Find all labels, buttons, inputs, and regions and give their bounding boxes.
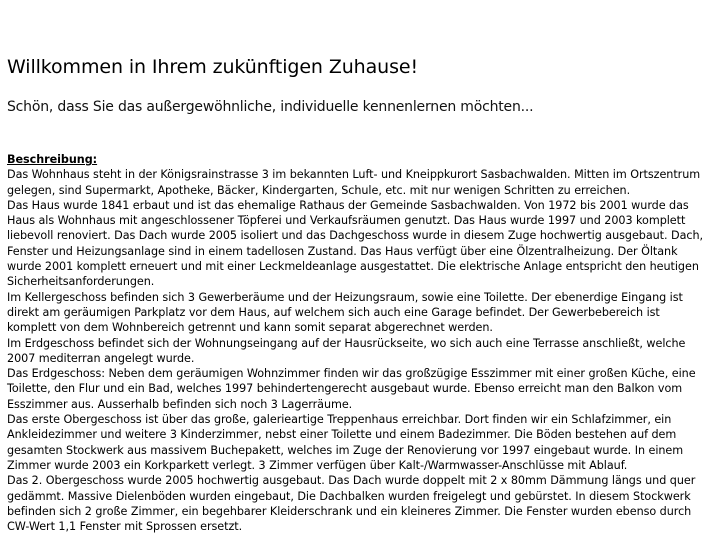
page-title: Willkommen in Ihrem zukünftigen Zuhause! <box>7 56 419 78</box>
description-line: befinden sich 2 große Zimmer, ein begehbarer Kleiderschrank und ein kleineres Zimmer. Die Fenster wurden ebenso durch <box>7 504 692 518</box>
page-subtitle: Schön, dass Sie das außergewöhnliche, individuelle kennenlernen möchten... <box>7 99 534 115</box>
description-line: liebevoll renoviert. Das Dach wurde 2005 isoliert und das Dachgeschoss wurde in diesem Zuge hochwertig ausgebaut. Dach, <box>7 229 704 243</box>
description-label: Beschreibung: <box>7 153 98 166</box>
description-line: Esszimmer aus. Ausserhalb befinden sich noch 3 Lagerräume. <box>7 397 353 411</box>
description-line: Sicherheitsanforderungen. <box>7 275 155 289</box>
description-line: Das Wohnhaus steht in der Königsrainstrasse 3 im bekannten Luft- und Kneippkurort Sasbachwalden. Mitten im Ortszentrum <box>7 168 701 182</box>
description-line: 2007 mediterran angelegt wurde. <box>7 351 195 365</box>
description-line: Das Erdgeschoss: Neben dem geräumigen Wohnzimmer finden wir das großzügige Esszimmer mit einer großen Küche, eine <box>7 367 696 381</box>
description-line: Toilette, den Flur und ein Bad, welches 1997 behindertengerecht ausgebaut wurde. Ebenso erreicht man den Balkon vom <box>7 382 683 396</box>
description-line: Im Kellergeschoss befinden sich 3 Gewerberäume und der Heizungsraum, sowie eine Toilette. Der ebenerdige Eingang ist <box>7 290 683 304</box>
description-line: Im Erdgeschoss befindet sich der Wohnungseingang auf der Hausrückseite, wo sich auch eine Terrasse anschließt, welche <box>7 336 686 350</box>
description-line: direkt am geräumigen Parkplatz vor dem Haus, auf welchem sich auch eine Garage befindet. Der Gewerbebereich ist <box>7 305 660 319</box>
description-line: gesamten Stockwerk aus massivem Buchepakett, welches im Zuge der Renovierung vor 1997 eingebaut wurde. In einem <box>7 443 684 457</box>
description-section <box>7 152 723 534</box>
description-line: Haus als Wohnhaus mit angeschlossener Töpferei und Verkaufsräumen genutzt. Das Haus wurde 1997 und 2003 komplett <box>7 214 686 228</box>
description-line: Zimmer wurde 2003 ein Korkparkett verlegt. 3 Zimmer verfügen über Kalt-/Warmwasser-Anschlüsse mit Ablauf. <box>7 458 628 472</box>
description-line: komplett von dem Wohnbereich getrennt und kann somit separat abgerechnet werden. <box>7 321 493 335</box>
description-line: Das 2. Obergeschoss wurde 2005 hochwertig ausgebaut. Das Dach wurde doppelt mit 2 x 80mm Dämmung längs und quer <box>7 474 696 488</box>
description-line: wurde 2001 komplett erneuert und mit einer Leckmeldeanlage ausgestattet. Die elektrische Anlage entspricht den heutigen <box>7 260 699 274</box>
description-line: Das erste Obergeschoss ist über das große, galerieartige Treppenhaus erreichbar. Dort finden wir ein Schlafzimmer, ein <box>7 413 672 427</box>
description-line: Fenster und Heizungsanlage sind in einem tadellosen Zustand. Das Haus verfügt über eine Ölzentralheizung. Der Öltank <box>7 244 678 258</box>
description-line: Das Haus wurde 1841 erbaut und ist das ehemalige Rathaus der Gemeinde Sasbachwalden. Von 1972 bis 2001 wurde das <box>7 198 689 212</box>
description-line: Ankleidezimmer und weitere 3 Kinderzimmer, nebst einer Toilette und einem Badezimmer. Die Böden bestehen auf dem <box>7 428 677 442</box>
description-line: gedämmt. Massive Dielenböden wurden eingebaut, Die Dachbalken wurden freigelegt und gebürstet. In diesem Stockwerk <box>7 489 691 503</box>
description-line: CW-Wert 1,1 Fenster mit Sprossen ersetzt. <box>7 520 243 534</box>
description-line: gelegen, sind Supermarkt, Apotheke, Bäcker, Kindergarten, Schule, etc. mit nur wenigen Schritten zu erreichen. <box>7 183 631 197</box>
